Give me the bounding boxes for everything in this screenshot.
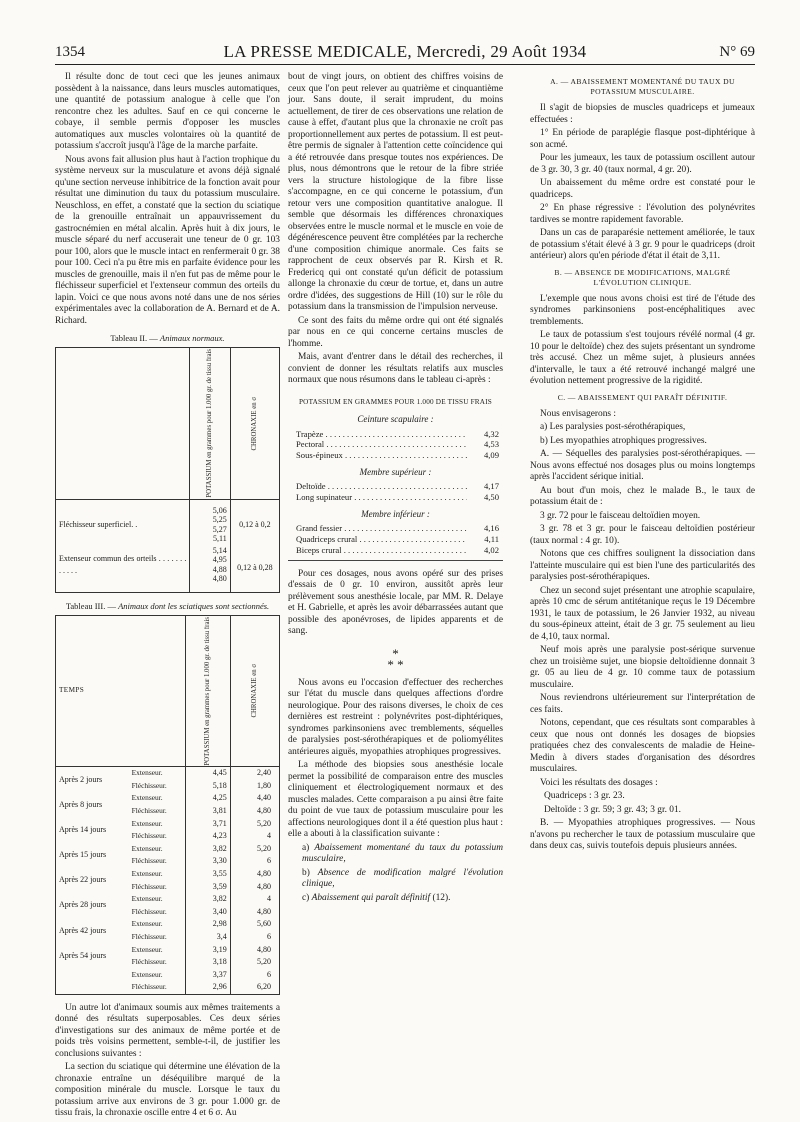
potassium-group-title: Ceinture scapulaire : [357,414,434,424]
list-item: a) Abaissement momentané du taux du potassium musculaire, [302,842,503,865]
potassium-row [288,439,503,450]
paragraph: La méthode des biopsies sous anesthésie locale permet la possibilité de comparaison entre des muscles cliniquement et électrologiquement normaux et des muscles malades. Cette comparaison a pu ainsi être faite du point de vue taux de potassium musculaire pour les affections neurologiques dont il a été question plus haut : elle a abouti à la classification suivante : [288,760,503,840]
table-cell: Après 28 jours [59,900,107,910]
table-cell: Fléchisseur. [131,906,167,916]
table-cell: 6 [230,931,279,944]
potassium-row [288,523,503,534]
muscle-name: Deltoïde . . . [296,481,467,492]
table-cell: 6 [230,969,279,982]
paragraph: Pour les jumeaux, les taux de potassium oscillent autour de 3 gr. 30, 3 gr. 40 (taux normal, 4 gr. 20). [530,153,755,175]
table-row: Extenseur commun des orteils . . . . . . . . . . . . 5,14 4,95 4,88 4,80 0,12 à 0,28 [56,545,280,593]
table-cell: Extenseur. [131,919,163,929]
table-row [56,969,280,982]
paragraph: Au bout d'un mois, chez le malade B., le taux de potassium était de : [530,485,755,507]
table-cell: Fléchisseur. [131,780,167,790]
potassium-row [288,534,503,545]
paragraph: Nous avons fait allusion plus haut à l'action trophique du système nerveux sur la musculature et avons déjà signalé qu'une section nerveuse inhibitrice de la fonction avait pour résultat une diminution du taux du potassium musculaire. Neuschloss, en effet, a constaté que la section du sciatique de la grenouille entraînait un appauvrissement du gastrocnémien en métal alcalin. Après huit à dix jours, le muscle séparé du nerf accuserait une teneur de 0 gr. 103 pour 100, alors que le muscle intact en renfermerait 0 gr. 38 pour 100. Ceci n'a pu être mis en parfaite évidence pour les muscles de grenouille, mais il n'en fut pas de même pour le fléchisseur superficiel et l'extenseur commun des orteils du lapin. Voici ce que nous avons noté dans une de nos séries expérimentales avec la collaboration de A. Bernard et de A. Richard. [55,154,280,326]
paragraph: L'exemple que nous avons choisi est tiré de l'étude des syndromes parkinsoniens post-encéphalitiques avec tremblements. [530,293,755,327]
table-cell: 3,37 [185,969,230,982]
table-3-caption: Tableau III. — Animaux dont les sciatiques sont sectionnés. [65,600,270,611]
paragraph: Pour ces dosages, nous avons opéré sur des prises d'essais de 0 gr. 10 environ, aussitôt après leur prélèvement sous anesthésie locale, par MM. R. Delaye et H. Gabrielle, et après les avoir débarrassées autant que possible des aponévroses, de lipides apparents et de sang. [288,568,503,637]
table-cell: Après 8 jours [59,799,103,809]
page-number: 1354 [55,44,85,60]
paragraph: Un autre lot d'animaux soumis aux mêmes traitements a donné des résultats superposables. Ces deux séries d'investigations sur des animaux de même portée et de poids très voisins permettent, semble-t-il, de justifier les conclusions suivantes : [55,1002,280,1059]
table-cell: 3,19 [185,944,230,957]
potassium-table [288,397,503,561]
table-cell: 2,96 [185,981,230,994]
table-cell: Fléchisseur. [131,881,167,891]
list-item: b) Les myopathies atrophiques progressives. [540,435,707,446]
column-2 [288,72,503,906]
column-3 [530,72,755,855]
potassium-group-title: Membre inférieur : [361,508,430,519]
table-row [56,893,280,906]
table-3-header-potassium: POTASSIUM en grammes pour 1.000 gr. de tissu frais [203,616,211,766]
table-cell: 4,45 [185,767,230,780]
table-cell: 4,80 [230,906,279,919]
potassium-value: 4,17 [483,481,499,492]
table-row [56,818,280,831]
paragraph: Dans un cas de paraparésie nettement améliorée, le taux de potassium s'était élevé à 3 gr. 9 pour le quadriceps (droit antérieur) alors qu'en période d'état il était de 3,11. [530,228,755,261]
table-cell: Après 15 jours [59,850,107,860]
table-cell: Après 14 jours [59,824,107,834]
paragraph: Le taux de potassium s'est toujours révélé normal (4 gr. 10 pour le deltoïde) chez des sujets présentant un syndrome très accusé. Chez un même sujet, à plusieurs années d'intervalle, le taux a été retrouvé inchangé malgré une évolution nettement progressive de la rigidité. [530,330,755,386]
paragraph: Il résulte donc de tout ceci que les jeunes animaux possèdent à la naissance, dans leurs muscles automatiques, une quantité de potassium analogue à celle que l'on rencontre chez les adultes. Sauf en ce qui concerne le cobaye, il semble permis d'opposer les muscles automatiques aux muscles volontaires où la quantité de potassium s'accroît jusqu'à l'âge de la marche parfaite. [55,72,280,151]
issue-number: N° 69 [719,44,755,60]
paragraph: Notons que ces chiffres soulignent la dissociation dans l'atteinte musculaire qui est bien l'une des particularités des paralysies post-sérothérapiques. [530,549,755,582]
potassium-value: 4,50 [483,492,499,503]
table-cell: 6,20 [230,981,279,994]
potassium-row [288,481,503,492]
table-cell: 4 [230,830,279,843]
paragraph: A. — Séquelles des paralysies post-sérothérapiques. — Nous avons effectué nos dosages plus ou moins longtemps après l'accident sérique initial. [530,449,755,482]
paragraph: La section du sciatique qui détermine une élévation de la chronaxie entraîne un déséquilibre marqué de la composition minérale du muscle. Lorsque le taux du potassium arrive aux environs de 3 gr. pour 1.000 gr. de tissu frais, la chronaxie oscille entre 4 et 6 σ. Au [55,1062,280,1119]
table-row [56,792,280,805]
table-cell: Fléchisseur. [131,957,167,967]
potassium-row [288,492,503,503]
table-cell: 4,80 [230,944,279,957]
table-cell: 3,82 [185,843,230,856]
table-cell: 3,4 [185,931,230,944]
table-row [56,944,280,957]
table-cell: 1,80 [230,780,279,793]
section-separator: * * * [387,645,404,672]
table-cell: 3,18 [185,956,230,969]
table-cell: 5,20 [230,843,279,856]
table-cell: 5,20 [230,956,279,969]
paragraph: 3 gr. 78 et 3 gr. pour le faisceau deltoïdien postérieur (taux normal : 4 gr. 10). [530,524,755,546]
potassium-value: 4,02 [483,545,499,556]
table-cell: 4,25 [185,792,230,805]
paragraph: Nous reviendrons ultérieurement sur l'interprétation de ces faits. [530,693,755,715]
muscle-name: Quadriceps crural . . . [296,534,467,545]
table-cell: Extenseur. [131,768,163,778]
potassium-table-title: POTASSIUM EN GRAMMES POUR 1.000 DE TISSU FRAIS [298,397,492,406]
list-item: c) Abaissement qui paraît définitif (12). [302,892,451,903]
potassium-value: 4,53 [483,439,499,450]
table-cell: 3,40 [185,906,230,919]
table-cell: 3,82 [185,893,230,906]
table-cell: 3,55 [185,868,230,881]
table-cell: Après 2 jours [59,774,103,784]
table-3 [55,615,280,995]
paragraph: 2° En phase régressive : l'évolution des polynévrites tardives se montre rapidement favorable. [530,203,755,225]
table-row [56,918,280,931]
potassium-row [288,450,503,461]
paragraph: Nous avons eu l'occasion d'effectuer des recherches sur l'état du muscle dans quelques affections d'ordre neurologique. Pour des raisons diverses, le choix de ces dernières est restreint : polynévrites post-diphtériques, syndromes parkinsoniens avec tremblements, séquelles de paralysies post-sérothérapiques et de poliomyélites antérieures aiguës, myopathies atrophiques progressives. [288,677,503,757]
table-cell: Après 42 jours [59,925,107,935]
paragraph: Ce sont des faits du même ordre qui ont été signalés par nous en ce qui concerne certains muscles de l'homme. [288,315,503,349]
table-cell: 4,80 [230,805,279,818]
table-row [56,843,280,856]
table-2-header-chronaxie: CHRONAXIE en σ [250,396,258,451]
section-heading-a: A. — ABAISSEMENT MOMENTANÉ DU TAUX DU POTASSIUM MUSCULAIRE. [550,77,735,96]
paragraph: Neuf mois après une paralysie post-sérique survenue chez un troisième sujet, une biopsie deltoïdienne donnait 3 gr. 05 au lieu de 4 gr. 10 comme taux de potassium musculaire. [530,645,755,690]
potassium-value: 4,32 [483,428,499,439]
potassium-row [288,545,503,556]
paragraph: 3 gr. 72 pour le faisceau deltoïdien moyen. [540,510,701,521]
table-row [56,767,280,780]
table-cell [56,969,129,995]
table-2-header-potassium: POTASSIUM en grammes pour 1.000 gr. de tissu frais [206,349,214,498]
table-cell: 3,30 [185,855,230,868]
paragraph: 1° En période de paraplégie flasque post-diphtérique à son acmé. [530,128,755,150]
table-cell: 4,23 [185,830,230,843]
potassium-group-title: Membre supérieur : [359,466,432,477]
table-cell: 5,18 [185,780,230,793]
table-row [56,868,280,881]
result-line: Deltoïde : 3 gr. 59; 3 gr. 43; 3 gr. 01. [544,804,681,815]
muscle-name: Biceps crural . . . [296,545,467,556]
table-cell: 2,40 [230,767,279,780]
section-heading-b: B. — ABSENCE DE MODIFICATIONS, MALGRÉ L'ÉVOLUTION CLINIQUE. [554,267,731,287]
table-3-header-chronaxie: CHRONAXIE en σ [250,664,258,718]
table-cell: 4,80 [230,881,279,894]
list-item: b) Absence de modification malgré l'évolution clinique, [302,867,504,890]
table-cell: 6 [230,855,279,868]
table-row: Fléchisseur superficiel. . 5,06 5,25 5,27 5,11 0,12 à 0,2 [56,499,280,545]
table-cell: 3,81 [185,805,230,818]
paragraph: Un abaissement du même ordre est constaté pour le quadriceps. [530,178,755,200]
section-heading-c: C. — ABAISSEMENT QUI PARAÎT DÉFINITIF. [557,392,728,402]
muscle-name: Sous-épineux . . . [296,450,467,461]
muscle-name: Long supinateur . . . [296,492,467,503]
muscle-name: Pectoral . . . [296,439,467,450]
potassium-row [288,429,503,440]
table-2 [55,347,280,593]
table-cell: 5,20 [230,818,279,831]
table-cell: 4 [230,893,279,906]
table-cell: 3,71 [185,818,230,831]
table-cell: Extenseur. [131,868,163,878]
table-cell: Fléchisseur. [131,831,167,841]
table-cell: Fléchisseur. [131,806,167,815]
paragraph: Nous envisagerons : [540,408,617,419]
table-2-caption: Tableau II. — Animaux normaux. [110,333,225,343]
table-cell: Extenseur. [131,969,163,979]
table-cell: Fléchisseur. [131,931,167,941]
table-3-header-temps: TEMPS [56,615,186,767]
table-cell: 2,98 [185,918,230,931]
page-header [55,40,755,65]
table-cell: Extenseur. [131,944,163,954]
table-cell: Extenseur commun des orteils . . . . . . . . . . . . [59,554,187,575]
muscle-name: Grand fessier . . . [296,523,467,534]
table-cell: Extenseur. [131,894,163,904]
potassium-value: 4,16 [483,523,499,534]
paragraph: Il s'agit de biopsies de muscles quadriceps et jumeaux effectuées : [530,103,755,125]
table-cell: 4,80 [230,868,279,881]
table-cell: Fléchisseur. [131,856,167,866]
result-line: Quadriceps : 3 gr. 23. [544,791,625,801]
table-cell: 3,59 [185,881,230,894]
table-cell: Après 54 jours [59,950,107,960]
potassium-value: 4,11 [484,534,499,545]
paragraph: Voici les résultats des dosages : [540,777,658,788]
paragraph: B. — Myopathies atrophiques progressives. — Nous n'avons pu rechercher le taux de potassium musculaire que dans deux cas, suivis toutefois depuis plusieurs années. [530,818,755,851]
table-cell: Extenseur. [131,818,163,828]
potassium-value: 4,09 [483,450,499,461]
muscle-name: Trapèze . . . [296,429,467,440]
table-cell: Extenseur. [131,843,163,853]
paragraph: Chez un second sujet présentant une atrophie scapulaire, après 10 cmc de sérum antitétanique reçus le 19 Décembre 1931, le taux de potassium, le 26 Janvier 1932, au niveau du sous-épineux atteint, était de 3 gr. 75 seulement au lieu de 4,10, taux normal. [530,585,755,642]
table-cell: Après 22 jours [59,875,107,885]
table-cell: Extenseur. [131,793,163,803]
table-cell: 4,40 [230,792,279,805]
table-cell: 5,60 [230,918,279,931]
paragraph: Mais, avant d'entrer dans le détail des recherches, il convient de donner les résultats relatifs aux muscles normaux que nous résumons dans le tableau ci-après : [288,352,503,385]
journal-title: LA PRESSE MEDICALE, Mercredi, 29 Août 1934 [223,42,587,61]
table-cell: Fléchisseur superficiel. . [59,519,138,529]
paragraph: bout de vingt jours, on obtient des chiffres voisins de ceux que l'on peut relever au quatrième et cinquantième jour. Sans doute, il serait imprudent, du moins actuellement, de tirer de ces observations une relation de cause à effet, d'autant plus que la chronaxie ne croît pas proportionnellement aux pertes de potassium. Il est peut-être permis de signaler à l'attention cette coïncidence qui a été retrouvée dans presque toutes nos expériences. De plus, nous démontrons que le retour de la fibre striée vers la structure histologique de la fibre lisse s'accompagne, en ce qui concerne le potassium, d'un retour vers une composition quantitative analogue. Il semble que désormais les différences chronaxiques observées entre le muscle normal et le muscle en voie de dégénérescence peuvent être complétées par la recherche d'une composition chimique anormale. Ces faits se rapprochent de ceux observés par R. Kirsh et R. Fredericq qui ont constaté qu'un déficit de potassium allonge la chronaxie du cœur de tortue, et, dans un autre ordre d'idées, des suggestions de Hill (10) sur le rôle du potassium dans la transmission de l'impulsion nerveuse. [288,72,503,312]
column-1 [55,72,280,1122]
table-cell: Fléchisseur. [131,982,167,992]
list-item: a) Les paralysies post-sérothérapiques, [540,422,686,432]
paragraph: Notons, cependant, que ces résultats sont comparables à ceux que nous ont donnés les dosages de biopsies pratiquées chez des convalescents de maladie de Heine-Medin à divers stades d'organisation des désordres musculaires. [530,718,755,774]
